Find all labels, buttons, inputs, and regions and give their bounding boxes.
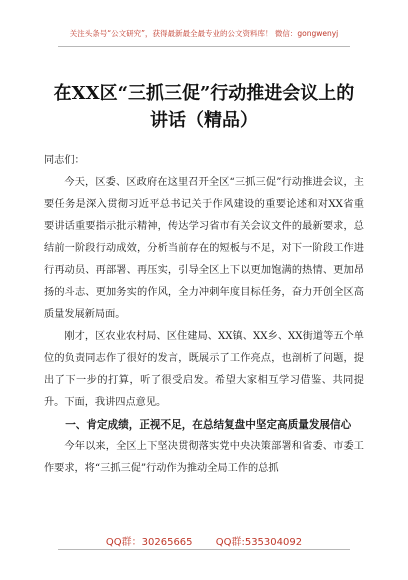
header-promo-note: 关注头条号“公文研究”，获得最新最全最专业的公文资料库！ 微信：gongwenyj bbox=[69, 29, 339, 38]
title-line-1: 在XX区“三抓三促”行动推进会议上的 bbox=[53, 83, 355, 104]
document-title bbox=[40, 80, 368, 134]
page-footer bbox=[0, 533, 408, 548]
footer-qq-group-1: QQ群：30265665 bbox=[105, 537, 193, 548]
page-header bbox=[0, 0, 408, 52]
salutation: 同志们： bbox=[44, 155, 85, 166]
paragraph-1: 今天，区委、区政府在这里召开全区“三抓三促”行动推进会议，主要任务是深入贯彻习近平总书记关于作风建设的重要论述和对XX省重要讲话重要指示批示精神，传达学习省市有关会议文件的最新要求，总结前一阶段行动成效，分析当前存在的短板与不足，对下一阶段工作进行再动员、再部署、再压实，引导全区上下以更加饱满的热情、更加昂扬的斗志、更加务实的作风，全力冲刺年度目标任务，奋力开创全区高质量发展新局面。 bbox=[44, 177, 364, 320]
paragraph-2: 刚才，区农业农村局、区住建局、XX镇、XX乡、XX街道等五个单位的负责同志作了很好的发言，既展示了工作亮点，也剖析了问题，提出了下一步的打算，听了很受启发。希望大家相互学习借鉴、共同提升。下面，我讲四点意见。 bbox=[44, 331, 364, 408]
footer-qq-group-2: QQ群:535304092 bbox=[215, 537, 303, 548]
footer-divider bbox=[58, 549, 350, 550]
header-divider bbox=[58, 46, 350, 47]
section-heading-1: 一、肯定成绩，正视不足，在总结复盘中坚定高质量发展信心 bbox=[65, 419, 352, 431]
paragraph-3: 今年以来，全区上下坚决贯彻落实党中央决策部署和省委、市委工作要求，将“三抓三促”行动作为推动全局工作的总抓 bbox=[44, 441, 364, 474]
title-line-2: 讲话（精品） bbox=[150, 110, 258, 131]
document-body bbox=[44, 150, 364, 480]
